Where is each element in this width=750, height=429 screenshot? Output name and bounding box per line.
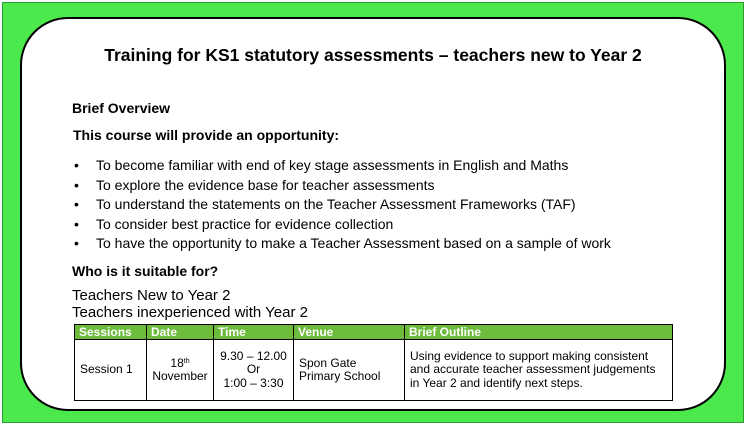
page-title: Training for KS1 statutory assessments – teachers new to Year 2 — [104, 45, 642, 65]
date-month: November — [152, 369, 208, 383]
time-afternoon: 1:00 – 3:30 — [223, 375, 284, 390]
cell-venue — [294, 340, 405, 401]
suitable-heading: Who is it suitable for? — [72, 263, 219, 279]
brief-overview-heading: Brief Overview — [72, 100, 171, 116]
venue-line-1: Spon Gate — [299, 355, 357, 370]
bullet-icon: • — [74, 157, 79, 173]
table-row — [75, 340, 673, 401]
bullet-icon: • — [74, 176, 79, 193]
cell-session: Session 1 — [75, 340, 147, 401]
audience-list — [72, 287, 308, 321]
list-item — [72, 195, 611, 215]
objectives-list — [72, 156, 611, 254]
bullet-icon: • — [74, 215, 79, 232]
sessions-table — [74, 324, 673, 401]
cell-outline: Using evidence to support making consistent and accurate teacher assessment judgements in Year 2 and identify next steps. — [405, 340, 673, 401]
bullet-icon: • — [74, 235, 79, 251]
objective-text: To understand the statements on the Teacher Assessment Frameworks (TAF) — [96, 196, 576, 212]
table-header-row — [75, 325, 673, 340]
date-day: 18 — [170, 355, 184, 370]
course-card — [20, 17, 726, 411]
course-intro-heading: This course will provide an opportunity: — [73, 127, 340, 143]
header-sessions: Sessions — [75, 325, 147, 340]
objective-text: To become familiar with end of key stage assessments in English and Maths — [96, 157, 569, 173]
header-outline: Brief Outline — [405, 325, 673, 340]
header-time: Time — [214, 325, 294, 340]
audience-item: Teachers New to Year 2 — [72, 287, 231, 304]
header-venue: Venue — [294, 325, 405, 340]
bullet-icon: • — [74, 196, 79, 212]
audience-item: Teachers inexperienced with Year 2 — [72, 304, 308, 321]
list-item — [72, 176, 611, 196]
objective-text: To have the opportunity to make a Teacher Assessment based on a sample of work — [96, 235, 611, 251]
time-morning: 9.30 – 12.00 — [220, 348, 287, 363]
green-frame — [2, 2, 744, 423]
header-date: Date — [147, 325, 214, 340]
list-item — [72, 156, 611, 176]
venue-line-2: Primary School — [299, 369, 381, 383]
time-or: Or — [246, 362, 261, 377]
list-item — [72, 215, 611, 235]
list-item — [72, 234, 611, 254]
cell-time — [214, 340, 294, 401]
objective-text: To explore the evidence base for teacher assessments — [96, 176, 435, 193]
date-suffix: th — [183, 357, 190, 365]
cell-date — [147, 340, 214, 401]
objective-text: To consider best practice for evidence collection — [96, 215, 394, 232]
